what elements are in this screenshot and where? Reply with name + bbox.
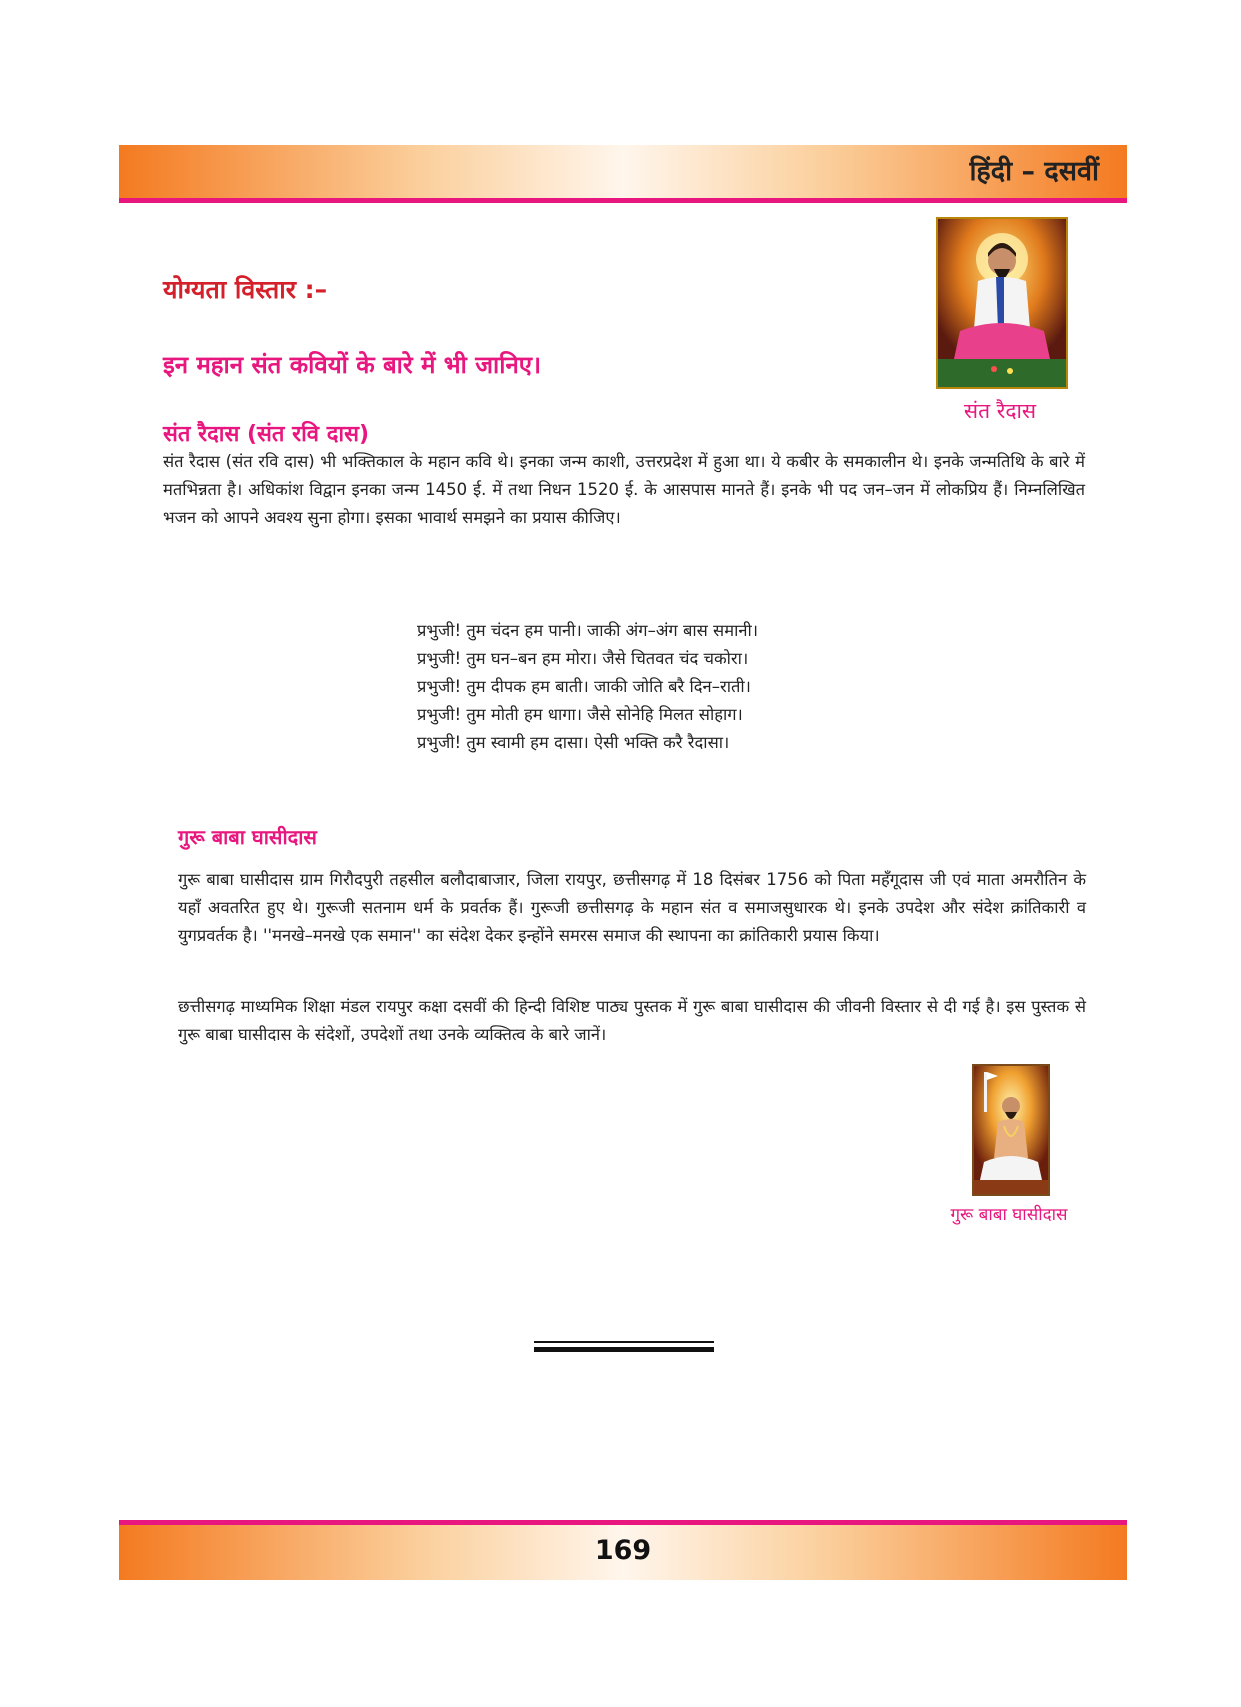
- poem-line: प्रभुजी! तुम मोती हम धागा। जैसे सोनेहि मिलत सोहाग।: [417, 705, 743, 724]
- ghasidas-heading: गुरू बाबा घासीदास: [178, 825, 317, 849]
- sant-raidas-portrait: [936, 217, 1068, 389]
- divider-thin: [534, 1341, 714, 1343]
- raidas-poem: [417, 617, 837, 757]
- poem-line: प्रभुजी! तुम दीपक हम बाती। जाकी जोति बरै दिन–राती।: [417, 677, 751, 696]
- divider-thick: [534, 1347, 714, 1352]
- poem-line: प्रभुजी! तुम स्वामी हम दासा। ऐसी भक्ति करै रैदासा।: [417, 733, 730, 752]
- guru-ghasidas-caption: गुरू बाबा घासीदास: [950, 1205, 1068, 1225]
- header-band: [119, 145, 1127, 203]
- guru-ghasidas-portrait: [972, 1064, 1050, 1196]
- footer-band: [119, 1520, 1127, 1580]
- section-subtitle: इन महान संत कवियों के बारे में भी जानिए।: [163, 351, 542, 379]
- ghasidas-paragraph-1: गुरू बाबा घासीदास ग्राम गिरौदपुरी तहसील बलौदाबाजार, जिला रायपुर, छत्तीसगढ़ में 18 दिसंबर 1756 को पिता महँगूदास जी एवं माता अमरौतिन के यहाँ अवतरित हुए थे। गुरूजी सतनाम धर्म के प्रवर्तक हैं। गुरूजी छत्तीसगढ़ के महान संत व समाजसुधारक थे। इनके उपदेश और संदेश क्रांतिकारी व युगप्रवर्तक है। ''मनखे–मनखे एक समान'' का संदेश देकर इन्होंने समरस समाज की स्थापना का क्रांतिकारी प्रयास किया।: [178, 870, 1086, 945]
- raidas-paragraph: संत रैदास (संत रवि दास) भी भक्तिकाल के महान कवि थे। इनका जन्म काशी, उत्तरप्रदेश में हुआ था। ये कबीर के समकालीन थे। इनके जन्मतिथि के बारे में मतभिन्नता है। अधिकांश विद्वान इनका जन्म 1450 ई. में तथा निधन 1520 ई. के आसपास मानते हैं। इनके भी पद जन–जन में लोकप्रिय हैं। निम्नलिखित भजन को आपने अवश्य सुना होगा। इसका भावार्थ समझने का प्रयास कीजिए।: [163, 452, 1085, 527]
- section-title: योग्यता विस्तार :–: [163, 275, 328, 304]
- header-title: हिंदी – दसवीं: [969, 156, 1099, 187]
- page-number: 169: [594, 1535, 652, 1566]
- sant-raidas-caption: संत रैदास: [963, 399, 1037, 423]
- guru-ghasidas-image: [974, 1066, 1048, 1194]
- ghasidas-paragraph-2: छत्तीसगढ़ माध्यमिक शिक्षा मंडल रायपुर कक्षा दसवीं की हिन्दी विशिष्ट पाठ्य पुस्तक में गुरू बाबा घासीदास की जीवनी विस्तार से दी गई है। इस पुस्तक से गुरू बाबा घासीदास के संदेशों, उपदेशों तथा उनके व्यक्तित्व के बारे जानें।: [178, 997, 1086, 1044]
- poem-line: प्रभुजी! तुम चंदन हम पानी। जाकी अंग–अंग बास समानी।: [417, 621, 759, 640]
- sant-raidas-image: [938, 219, 1066, 387]
- poem-line: प्रभुजी! तुम घन–बन हम मोरा। जैसे चितवत चंद चकोरा।: [417, 649, 749, 668]
- raidas-heading: संत रैदास (संत रवि दास): [163, 422, 370, 447]
